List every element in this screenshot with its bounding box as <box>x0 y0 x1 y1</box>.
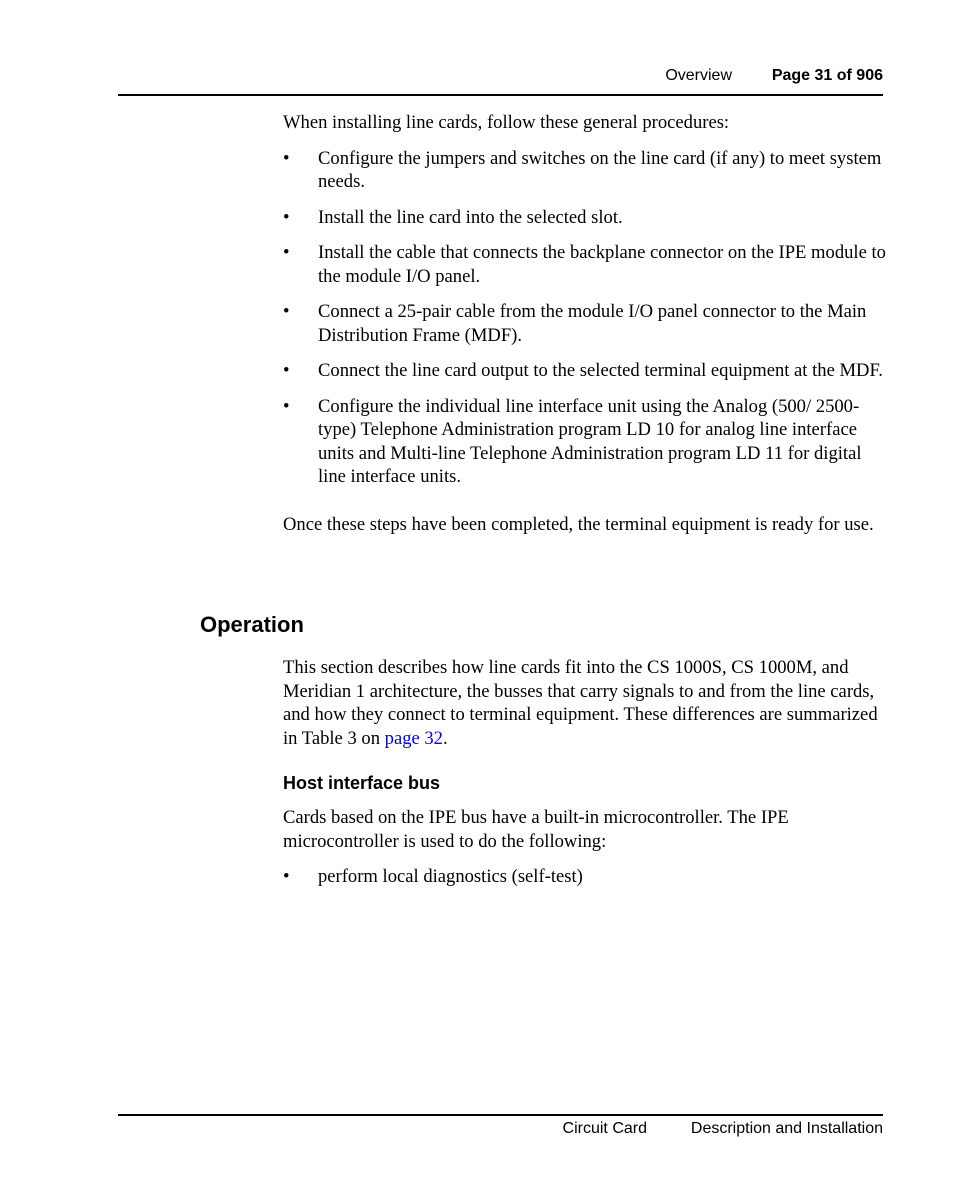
list-item-text: Configure the individual line interface unit using the Analog (500/ 2500-type) Telephone Administration program LD 10 for analog line interface units and Multi-line Telephone Administration program LD 11 for digital line interface units. <box>318 395 862 487</box>
header-section-name: Overview <box>665 67 732 84</box>
page-32-link[interactable]: page 32 <box>384 727 443 749</box>
list-item-text: Install the cable that connects the backplane connector on the IPE module to the module I/O panel. <box>318 242 886 287</box>
bullet-icon: • <box>283 147 290 169</box>
closing-paragraph: Once these steps have been completed, the terminal equipment is ready for use. <box>283 513 874 535</box>
installation-procedures <box>283 111 888 536</box>
list-item <box>283 395 888 489</box>
page-footer <box>118 1114 883 1146</box>
bullet-icon: • <box>283 242 290 263</box>
operation-text-end: . <box>442 727 448 749</box>
list-item <box>283 147 888 194</box>
bullet-icon: • <box>283 360 290 381</box>
operation-paragraph <box>283 656 888 750</box>
list-item <box>283 206 888 230</box>
list-item <box>283 241 888 288</box>
list-item-text: perform local diagnostics (self-test) <box>318 866 583 887</box>
bullet-icon: • <box>283 301 290 322</box>
list-item-text: Install the line card into the selected slot. <box>318 206 623 228</box>
intro-paragraph: When installing line cards, follow these general procedures: <box>283 112 730 133</box>
list-item <box>283 300 888 347</box>
operation-text: This section describes how line cards fit into the CS 1000S, CS 1000M, and Meridian 1 architecture, the busses that carry signals to and from the line cards, and how they connect to terminal equipment. These differences are summarized in Table 3 on <box>283 657 878 749</box>
host-interface-paragraph: Cards based on the IPE bus have a built-in microcontroller. The IPE microcontroller is used to do the following: <box>283 807 789 852</box>
bullet-icon: • <box>283 866 290 887</box>
bullet-icon: • <box>283 395 290 417</box>
operation-section <box>283 656 888 901</box>
procedure-list <box>283 147 888 489</box>
footer-title-left: Circuit Card <box>562 1120 647 1137</box>
list-item <box>283 359 888 383</box>
list-item-text: Configure the jumpers and switches on the line card (if any) to meet system needs. <box>318 147 882 192</box>
host-interface-heading: Host interface bus <box>283 773 441 793</box>
list-item-text: Connect a 25-pair cable from the module I/O panel connector to the Main Distribution Frame (MDF). <box>318 301 867 346</box>
header-page-number: Page 31 of 906 <box>771 67 883 84</box>
host-interface-list <box>283 865 888 889</box>
bullet-icon: • <box>283 206 290 228</box>
list-item <box>283 865 888 889</box>
operation-heading: Operation <box>200 612 304 637</box>
list-item-text: Connect the line card output to the selected terminal equipment at the MDF. <box>318 360 883 381</box>
footer-title-right: Description and Installation <box>690 1120 883 1137</box>
page-header <box>118 64 883 96</box>
